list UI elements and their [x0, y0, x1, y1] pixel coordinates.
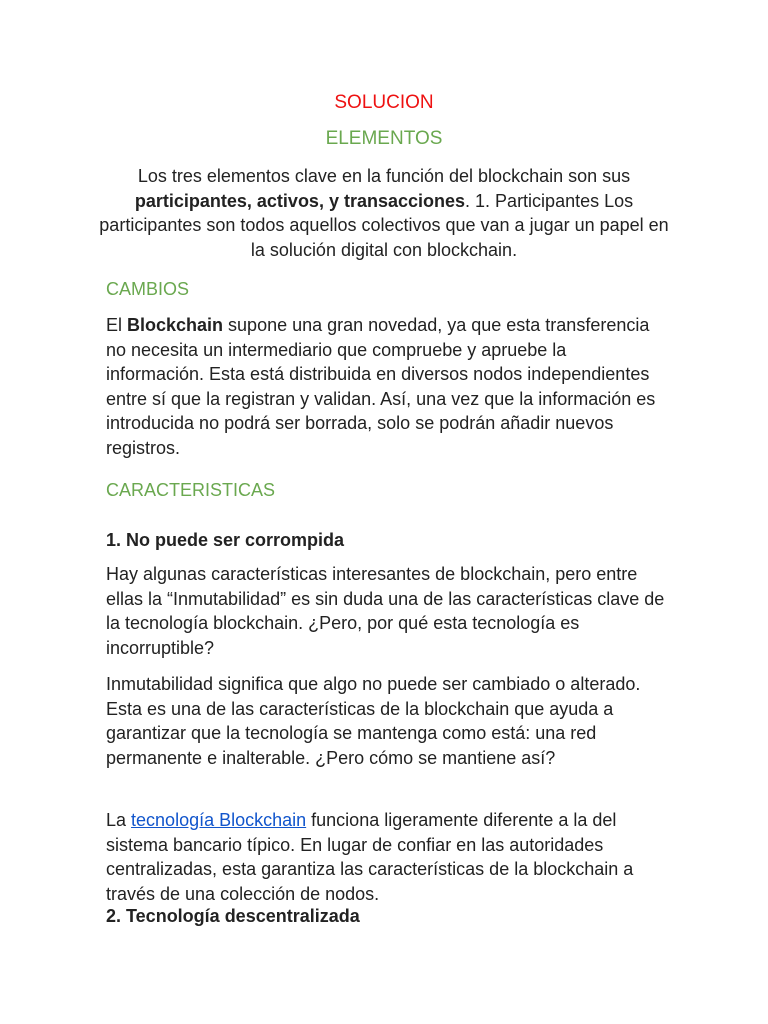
paragraph-tecnologia-text-2: funciona ligeramente diferente a la del sistema bancario típico. En lugar de confiar en las autoridades centralizadas, esta garantiza las características de la blockchain a través de una colección de nodos.	[106, 810, 634, 904]
paragraph-cambios	[106, 313, 666, 460]
tecnologia-blockchain-link[interactable]: tecnología Blockchain	[131, 810, 307, 830]
paragraph-tecnologia-blockchain	[106, 808, 666, 906]
paragraph-inmutabilidad-definicion: Inmutabilidad significa que algo no puede ser cambiado o alterado. Esta es una de las características de la blockchain que ayuda a garantizar que la tecnología se mantenga como está: una red permanente e inalterable. ¿Pero cómo se mantiene así?	[106, 674, 641, 768]
paragraph-cambios-text-2: supone una gran novedad, ya que esta transferencia no necesita un intermediario que compruebe y apruebe la información. Esta está distribuida en diversos nodos independientes entre sí que la registran y validan. Así, una vez que la información es introducida no podrá ser borrada, solo se podrán añadir nuevos registros.	[106, 315, 656, 458]
paragraph-elementos-text-1: Los tres elementos clave en la función del blockchain son sus	[137, 166, 631, 186]
section-heading-elementos: ELEMENTOS	[325, 128, 443, 149]
paragraph-cambios-bold: Blockchain	[127, 315, 224, 335]
subheading-tecnologia-descentralizada: 2. Tecnología descentralizada	[106, 906, 360, 926]
paragraph-elementos	[96, 164, 672, 262]
paragraph-inmutabilidad-intro: Hay algunas características interesantes de blockchain, pero entre ellas la “Inmutabilidad” es sin duda una de las características clave de la tecnología blockchain. ¿Pero, por qué esta tecnología es incorruptible?	[106, 564, 665, 658]
section-heading-cambios: CAMBIOS	[106, 279, 190, 299]
paragraph-cambios-text-1: El	[106, 315, 128, 335]
paragraph-elementos-bold: participantes, activos, y transacciones	[134, 190, 466, 211]
subheading-no-puede-ser-corrompida: 1. No puede ser corrompida	[106, 530, 345, 550]
paragraph-tecnologia-text-1: La	[106, 810, 132, 830]
paragraph-elementos-text-2: . 1. Participantes Los participantes son todos aquellos colectivos que van a jugar un papel en la solución digital con blockchain.	[99, 190, 669, 260]
section-heading-caracteristicas: CARACTERISTICAS	[106, 480, 276, 500]
document-title: SOLUCION	[334, 92, 434, 113]
